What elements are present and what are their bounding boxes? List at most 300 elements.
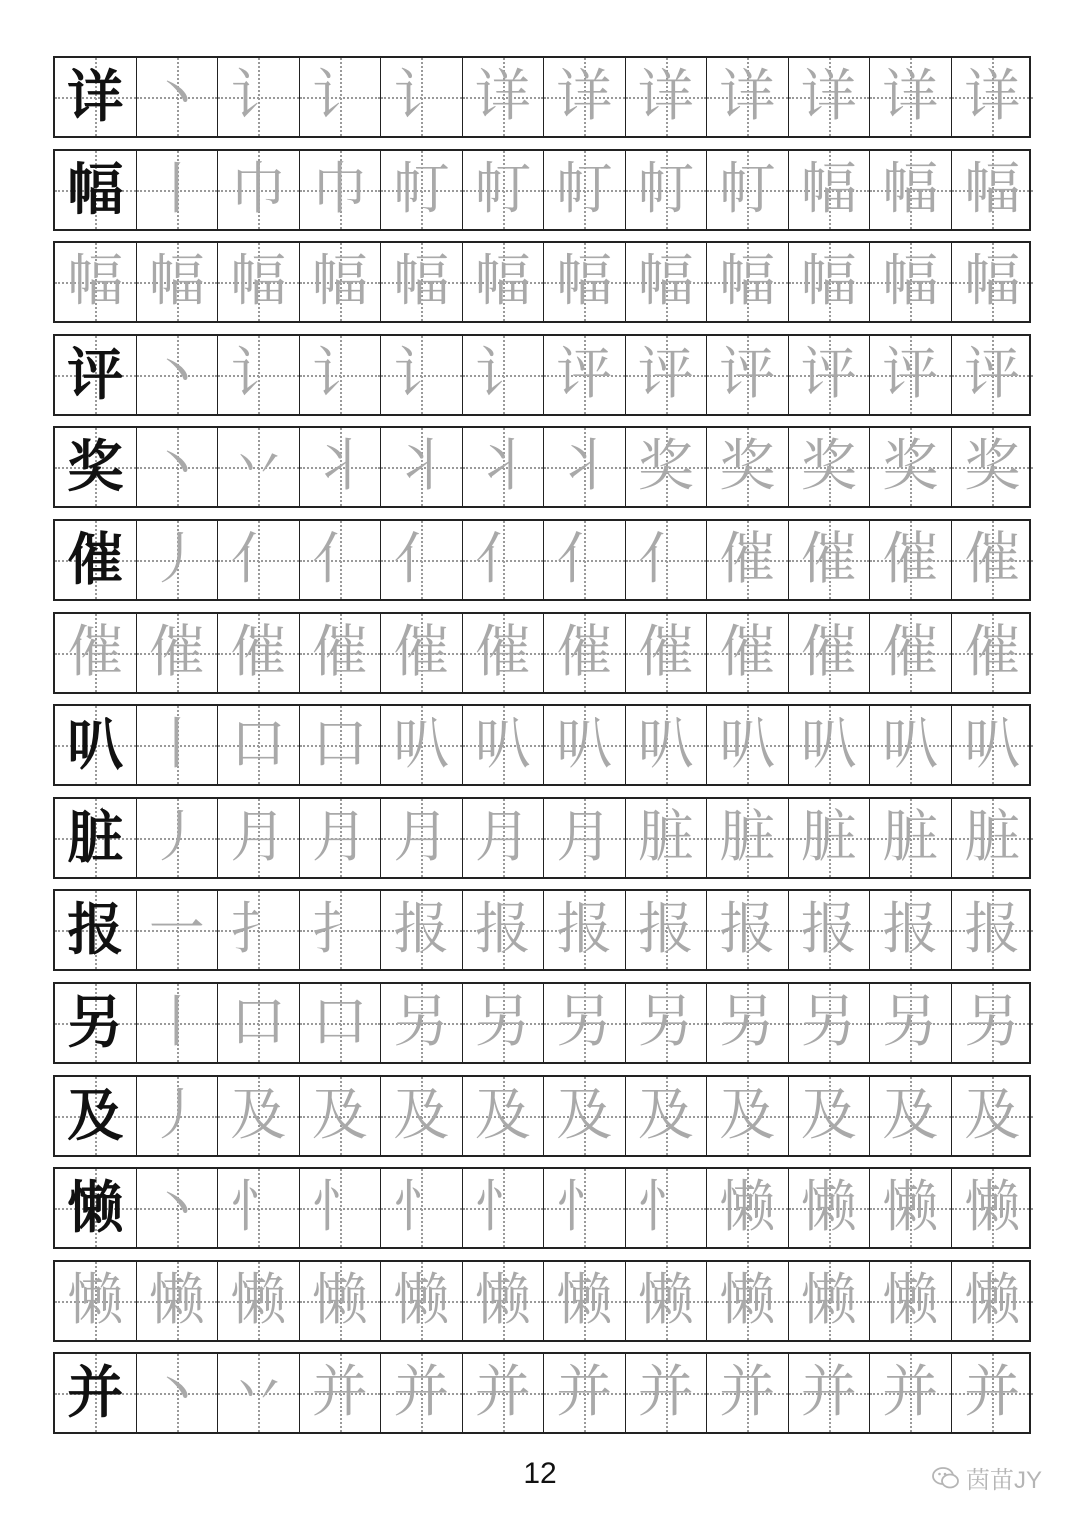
tracing-cell [381, 984, 463, 1062]
tracing-cell [300, 428, 382, 506]
tracing-cell [544, 336, 626, 414]
tracing-character: 幅 [393, 249, 450, 315]
tracing-cell [952, 799, 1034, 877]
tracing-cell [218, 1077, 300, 1155]
tracing-character: 催 [230, 619, 287, 685]
model-character-cell [55, 521, 137, 599]
wechat-icon [932, 1466, 960, 1490]
tracing-character: 帄 [637, 156, 694, 222]
tracing-cell [626, 521, 708, 599]
tracing-cell [463, 984, 545, 1062]
tracing-character: 幅 [719, 249, 776, 315]
tracing-cell [381, 151, 463, 229]
tracing-cell [870, 151, 952, 229]
tracing-character: 讠 [230, 64, 287, 129]
tracing-cell [544, 1354, 626, 1432]
tracing-character: 详 [637, 64, 694, 129]
tracing-cell [952, 58, 1034, 136]
tracing-character: 奖 [964, 434, 1021, 500]
model-character-cell [55, 151, 137, 229]
tracing-character: 幅 [148, 249, 205, 315]
tracing-character: 帄 [393, 156, 450, 222]
tracing-character: 叭 [393, 712, 450, 778]
tracing-character: 懒 [719, 1267, 776, 1333]
tracing-character: 催 [148, 619, 205, 685]
tracing-character: 催 [964, 619, 1021, 685]
tracing-character: 懒 [67, 1267, 124, 1333]
tracing-cell [952, 1354, 1034, 1432]
tracing-character: 懒 [964, 1175, 1021, 1241]
tracing-cell [218, 1262, 300, 1340]
tracing-cell [463, 706, 545, 784]
practice-row [53, 334, 1031, 416]
tracing-cell [870, 58, 952, 136]
tracing-cell [870, 428, 952, 506]
tracing-cell [381, 1354, 463, 1432]
tracing-cell [218, 984, 300, 1062]
tracing-character: 及 [964, 1082, 1021, 1148]
tracing-character: 亻 [637, 526, 694, 592]
tracing-character: 扌 [311, 897, 368, 963]
tracing-character: 亻 [393, 526, 450, 592]
tracing-character: 并 [964, 1360, 1021, 1426]
tracing-character: 巾 [311, 156, 368, 222]
tracing-character: 报 [800, 897, 857, 963]
tracing-character: 亻 [311, 526, 368, 592]
tracing-character: 扌 [230, 897, 287, 963]
tracing-cell [137, 799, 219, 877]
tracing-cell [870, 799, 952, 877]
page-number: 12 [523, 1457, 557, 1490]
model-character: 脏 [67, 804, 124, 871]
tracing-cell [626, 1262, 708, 1340]
tracing-cell [381, 1169, 463, 1247]
model-character-cell [55, 58, 137, 136]
tracing-character: 及 [393, 1082, 450, 1148]
tracing-character: 详 [474, 64, 531, 129]
tracing-cell [789, 428, 871, 506]
model-character-cell [55, 1169, 137, 1247]
tracing-cell [137, 521, 219, 599]
tracing-cell [55, 1262, 137, 1340]
tracing-character: 另 [964, 989, 1021, 1055]
tracing-cell [789, 1262, 871, 1340]
tracing-cell [789, 799, 871, 877]
tracing-cell [218, 243, 300, 321]
tracing-cell [381, 706, 463, 784]
tracing-character: 催 [556, 619, 613, 685]
model-character-cell [55, 706, 137, 784]
tracing-cell [218, 799, 300, 877]
tracing-cell [707, 336, 789, 414]
tracing-character: 忄 [474, 1175, 531, 1241]
tracing-character: 巾 [230, 156, 287, 222]
tracing-character: 报 [719, 897, 776, 963]
tracing-cell [55, 614, 137, 692]
tracing-cell [137, 243, 219, 321]
tracing-cell [626, 243, 708, 321]
tracing-character: 催 [800, 619, 857, 685]
tracing-character: 奖 [882, 434, 939, 500]
tracing-cell [707, 428, 789, 506]
tracing-cell [463, 428, 545, 506]
tracing-character: 丿 [148, 526, 205, 592]
tracing-cell [544, 984, 626, 1062]
tracing-character: 报 [393, 897, 450, 963]
tracing-cell [789, 706, 871, 784]
tracing-cell [544, 891, 626, 969]
tracing-cell [137, 1262, 219, 1340]
tracing-character: 忄 [311, 1175, 368, 1241]
tracing-character: 评 [964, 341, 1021, 407]
tracing-cell [463, 243, 545, 321]
tracing-cell [626, 1169, 708, 1247]
watermark-text: 茵苗JY [965, 1467, 1042, 1494]
tracing-character: 脏 [637, 804, 694, 870]
practice-row [53, 797, 1031, 879]
tracing-cell [707, 706, 789, 784]
model-character-cell [55, 984, 137, 1062]
model-character: 催 [67, 526, 124, 593]
tracing-character: 奖 [800, 434, 857, 500]
tracing-cell [300, 1077, 382, 1155]
tracing-cell [137, 336, 219, 414]
tracing-cell [300, 521, 382, 599]
tracing-cell [300, 1169, 382, 1247]
tracing-cell [789, 336, 871, 414]
tracing-character: 评 [556, 341, 613, 407]
practice-row [53, 612, 1031, 694]
tracing-cell [137, 1077, 219, 1155]
tracing-cell [789, 521, 871, 599]
tracing-character: 报 [882, 897, 939, 963]
tracing-cell [952, 521, 1034, 599]
tracing-cell [463, 336, 545, 414]
tracing-character: 亻 [230, 526, 287, 592]
tracing-cell [544, 151, 626, 229]
tracing-cell [544, 521, 626, 599]
practice-row [53, 889, 1031, 971]
tracing-cell [544, 1262, 626, 1340]
tracing-character: 并 [311, 1360, 368, 1426]
practice-row [53, 56, 1031, 138]
tracing-character: 另 [556, 989, 613, 1055]
tracing-cell [300, 984, 382, 1062]
tracing-cell [952, 243, 1034, 321]
practice-row [53, 149, 1031, 231]
tracing-character: 报 [474, 897, 531, 963]
tracing-character: 讠 [474, 341, 531, 407]
tracing-character: 讠 [311, 64, 368, 129]
tracing-character: 另 [800, 989, 857, 1055]
tracing-character: 详 [882, 64, 939, 129]
practice-row [53, 1260, 1031, 1342]
tracing-character: 叭 [882, 712, 939, 778]
tracing-cell [789, 1354, 871, 1432]
tracing-cell [463, 1262, 545, 1340]
tracing-character: 丬 [556, 434, 613, 500]
tracing-character: 另 [393, 989, 450, 1055]
tracing-character: 月 [230, 804, 287, 870]
tracing-cell [707, 614, 789, 692]
tracing-cell [789, 1169, 871, 1247]
tracing-character: 懒 [964, 1267, 1021, 1333]
tracing-character: 催 [393, 619, 450, 685]
model-character: 详 [67, 64, 124, 130]
model-character-cell [55, 336, 137, 414]
tracing-character: 幅 [964, 156, 1021, 222]
tracing-character: 忄 [230, 1175, 287, 1241]
tracing-character: 叭 [474, 712, 531, 778]
tracing-cell [300, 891, 382, 969]
tracing-character: 懒 [800, 1175, 857, 1241]
tracing-cell [870, 1354, 952, 1432]
tracing-cell [626, 1077, 708, 1155]
tracing-cell [300, 1354, 382, 1432]
tracing-character: 丨 [148, 989, 205, 1055]
tracing-cell [381, 428, 463, 506]
tracing-cell [544, 799, 626, 877]
tracing-character: 丶 [148, 64, 205, 129]
tracing-cell [218, 1169, 300, 1247]
tracing-cell [463, 1077, 545, 1155]
tracing-character: 并 [637, 1360, 694, 1426]
tracing-cell [463, 799, 545, 877]
tracing-character: 详 [719, 64, 776, 129]
tracing-cell [707, 1354, 789, 1432]
tracing-cell [789, 984, 871, 1062]
model-character: 报 [67, 897, 124, 964]
tracing-cell [381, 1262, 463, 1340]
tracing-cell [381, 58, 463, 136]
tracing-character: 讠 [393, 341, 450, 407]
tracing-cell [626, 336, 708, 414]
practice-row [53, 426, 1031, 508]
tracing-cell [707, 243, 789, 321]
tracing-cell [218, 151, 300, 229]
tracing-character: 幅 [67, 249, 124, 315]
tracing-cell [952, 614, 1034, 692]
tracing-cell [544, 428, 626, 506]
tracing-character: 丬 [474, 434, 531, 500]
tracing-cell [952, 1169, 1034, 1247]
tracing-cell [870, 1262, 952, 1340]
tracing-character: 口 [230, 712, 287, 778]
tracing-cell [544, 706, 626, 784]
tracing-cell [300, 58, 382, 136]
tracing-character: 懒 [556, 1267, 613, 1333]
tracing-character: 幅 [882, 249, 939, 315]
tracing-character: 月 [474, 804, 531, 870]
tracing-cell [707, 521, 789, 599]
tracing-cell [218, 614, 300, 692]
tracing-cell [626, 706, 708, 784]
practice-row [53, 241, 1031, 323]
tracing-character: 及 [311, 1082, 368, 1148]
tracing-cell [218, 58, 300, 136]
tracing-character: 帄 [474, 156, 531, 222]
tracing-character: 催 [474, 619, 531, 685]
tracing-cell [626, 151, 708, 229]
tracing-cell [952, 984, 1034, 1062]
practice-row [53, 982, 1031, 1064]
tracing-cell [137, 891, 219, 969]
tracing-character: 及 [474, 1082, 531, 1148]
tracing-character: 催 [719, 619, 776, 685]
tracing-character: 及 [800, 1082, 857, 1148]
tracing-character: 幅 [882, 156, 939, 222]
tracing-cell [789, 891, 871, 969]
tracing-character: 叭 [637, 712, 694, 778]
tracing-character: 脏 [800, 804, 857, 870]
tracing-cell [626, 1354, 708, 1432]
tracing-character: 并 [719, 1360, 776, 1426]
tracing-cell [300, 336, 382, 414]
tracing-character: 丿 [148, 804, 205, 870]
tracing-cell [789, 1077, 871, 1155]
tracing-character: 及 [556, 1082, 613, 1148]
model-character: 另 [67, 989, 124, 1056]
tracing-character: 评 [719, 341, 776, 407]
tracing-cell [463, 1169, 545, 1247]
tracing-cell [218, 891, 300, 969]
tracing-character: 叭 [556, 712, 613, 778]
tracing-cell [870, 336, 952, 414]
tracing-character: 叭 [964, 712, 1021, 778]
tracing-character: 幅 [474, 249, 531, 315]
tracing-character: 详 [556, 64, 613, 129]
tracing-cell [463, 521, 545, 599]
tracing-character: 评 [800, 341, 857, 407]
tracing-character: 幅 [637, 249, 694, 315]
tracing-character: 帄 [556, 156, 613, 222]
tracing-cell [381, 1077, 463, 1155]
tracing-cell [626, 891, 708, 969]
model-character-cell [55, 891, 137, 969]
tracing-cell [137, 984, 219, 1062]
tracing-cell [870, 521, 952, 599]
tracing-character: 讠 [393, 64, 450, 129]
model-character-cell [55, 1354, 137, 1432]
tracing-character: 懒 [311, 1267, 368, 1333]
practice-row [53, 1167, 1031, 1249]
tracing-character: 报 [637, 897, 694, 963]
tracing-character: 丷 [230, 434, 287, 500]
tracing-cell [626, 984, 708, 1062]
tracing-character: 懒 [800, 1267, 857, 1333]
tracing-cell [137, 1354, 219, 1432]
tracing-cell [55, 243, 137, 321]
tracing-character: 丿 [148, 1082, 205, 1148]
tracing-character: 幅 [311, 249, 368, 315]
tracing-character: 丬 [311, 434, 368, 500]
tracing-character: 详 [964, 64, 1021, 129]
tracing-character: 懒 [882, 1175, 939, 1241]
tracing-character: 另 [882, 989, 939, 1055]
practice-grid [53, 56, 1031, 1445]
model-character: 并 [67, 1360, 124, 1427]
tracing-character: 丶 [148, 434, 205, 500]
tracing-cell [137, 428, 219, 506]
tracing-character: 脏 [719, 804, 776, 870]
tracing-character: 幅 [964, 249, 1021, 315]
tracing-cell [707, 984, 789, 1062]
tracing-character: 催 [800, 526, 857, 592]
tracing-character: 懒 [230, 1267, 287, 1333]
tracing-cell [544, 243, 626, 321]
model-character-cell [55, 1077, 137, 1155]
model-character-cell [55, 799, 137, 877]
tracing-character: 另 [719, 989, 776, 1055]
tracing-character: 催 [637, 619, 694, 685]
tracing-character: 及 [230, 1082, 287, 1148]
tracing-character: 丨 [148, 712, 205, 778]
tracing-cell [952, 336, 1034, 414]
tracing-cell [870, 984, 952, 1062]
tracing-cell [626, 58, 708, 136]
tracing-character: 并 [800, 1360, 857, 1426]
tracing-cell [952, 428, 1034, 506]
tracing-cell [300, 151, 382, 229]
tracing-character: 丶 [148, 1360, 205, 1426]
tracing-character: 懒 [148, 1267, 205, 1333]
tracing-cell [381, 891, 463, 969]
tracing-cell [137, 706, 219, 784]
tracing-character: 幅 [800, 156, 857, 222]
tracing-character: 催 [882, 619, 939, 685]
tracing-cell [952, 891, 1034, 969]
tracing-character: 幅 [556, 249, 613, 315]
tracing-cell [707, 891, 789, 969]
tracing-character: 报 [964, 897, 1021, 963]
practice-row [53, 1075, 1031, 1157]
tracing-cell [463, 614, 545, 692]
tracing-character: 并 [474, 1360, 531, 1426]
tracing-cell [789, 243, 871, 321]
tracing-character: 并 [882, 1360, 939, 1426]
model-character: 评 [67, 341, 124, 408]
tracing-cell [707, 1077, 789, 1155]
tracing-cell [218, 336, 300, 414]
tracing-cell [463, 151, 545, 229]
tracing-character: 忄 [637, 1175, 694, 1241]
tracing-cell [218, 521, 300, 599]
tracing-cell [870, 891, 952, 969]
tracing-cell [952, 706, 1034, 784]
tracing-cell [218, 1354, 300, 1432]
tracing-cell [870, 243, 952, 321]
model-character: 懒 [67, 1175, 124, 1242]
tracing-cell [137, 151, 219, 229]
tracing-cell [707, 1169, 789, 1247]
tracing-cell [952, 151, 1034, 229]
tracing-character: 懒 [474, 1267, 531, 1333]
tracing-cell [300, 1262, 382, 1340]
practice-row [53, 1352, 1031, 1434]
tracing-character: 评 [637, 341, 694, 407]
tracing-character: 奖 [719, 434, 776, 500]
tracing-character: 脏 [964, 804, 1021, 870]
tracing-cell [137, 614, 219, 692]
tracing-cell [544, 614, 626, 692]
tracing-cell [300, 706, 382, 784]
tracing-character: 叭 [800, 712, 857, 778]
tracing-character: 丶 [148, 1175, 205, 1241]
tracing-cell [544, 1077, 626, 1155]
tracing-character: 懒 [393, 1267, 450, 1333]
tracing-character: 月 [311, 804, 368, 870]
tracing-cell [707, 151, 789, 229]
